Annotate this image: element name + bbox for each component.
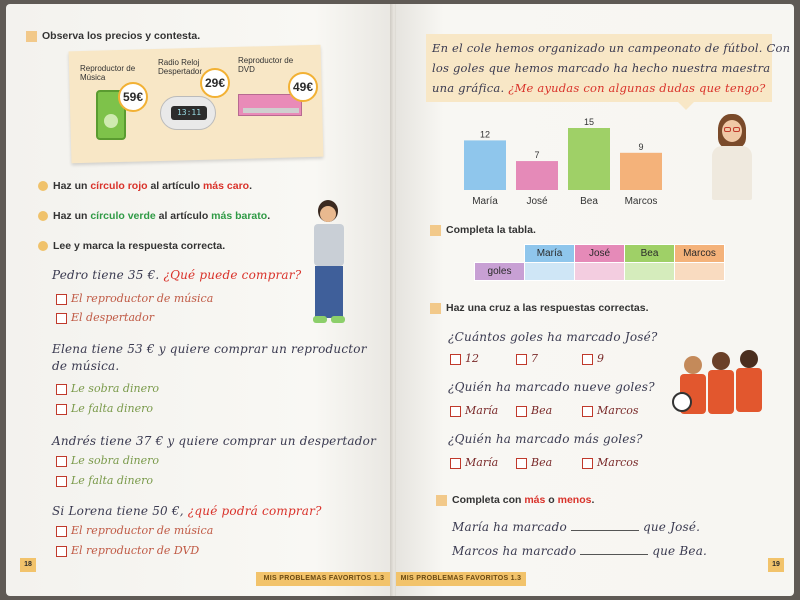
q2-emph: más barato bbox=[211, 210, 268, 222]
bullet-square-icon bbox=[436, 495, 447, 506]
product-price: 59€ bbox=[118, 82, 148, 112]
checkbox[interactable] bbox=[450, 406, 461, 417]
checkbox[interactable] bbox=[56, 456, 67, 467]
problem-1-text bbox=[52, 268, 301, 282]
table-instruction-label: Completa la tabla. bbox=[446, 224, 536, 236]
answer-option[interactable] bbox=[516, 456, 552, 469]
option-label: El reproductor de DVD bbox=[71, 544, 200, 557]
intro-line-3 bbox=[432, 81, 766, 95]
bar-maría bbox=[464, 140, 506, 190]
q3-label: Lee y marca la respuesta correcta. bbox=[53, 240, 226, 252]
product-price: 49€ bbox=[288, 72, 318, 102]
problem-4-statement: Si Lorena tiene 50 €, bbox=[52, 504, 188, 518]
sentence-post: que José. bbox=[642, 520, 701, 534]
bullet-square-icon bbox=[430, 303, 441, 314]
checkbox[interactable] bbox=[56, 313, 67, 324]
table-corner bbox=[475, 245, 525, 263]
problem-3-option-1[interactable] bbox=[56, 454, 159, 467]
checkbox[interactable] bbox=[582, 354, 593, 365]
option-label: El despertador bbox=[71, 311, 154, 324]
complete-pre: Completa con bbox=[452, 494, 525, 506]
checkbox[interactable] bbox=[582, 406, 593, 417]
sentence-post: que Bea. bbox=[652, 544, 708, 558]
option-label: Bea bbox=[531, 456, 553, 469]
sentence-pre: María ha marcado bbox=[452, 520, 567, 534]
option-label: 9 bbox=[597, 352, 604, 365]
exercise-cross bbox=[430, 302, 649, 314]
bar-category-label: Bea bbox=[580, 196, 598, 207]
page-number: 18 bbox=[20, 558, 36, 572]
bullet-dot-icon bbox=[38, 241, 48, 251]
sentence-maria bbox=[452, 520, 700, 534]
table-header: Bea bbox=[625, 245, 675, 263]
q1-emph: más caro bbox=[202, 180, 250, 192]
q2-mid: al artículo bbox=[155, 210, 212, 222]
question-most-expensive bbox=[38, 180, 252, 192]
q2-colored: círculo verde bbox=[90, 210, 156, 222]
checkbox[interactable] bbox=[56, 476, 67, 487]
option-label: María bbox=[465, 404, 499, 417]
exercise-observe bbox=[26, 30, 200, 42]
bar-josé bbox=[516, 161, 558, 190]
blank-answer-line[interactable] bbox=[580, 545, 648, 555]
complete-post: . bbox=[591, 494, 595, 506]
exercise-observe-label: Observa los precios y contesta. bbox=[42, 30, 201, 42]
speech-tail bbox=[676, 100, 696, 110]
q1-pre: Haz un bbox=[53, 180, 91, 192]
product-music-player bbox=[74, 50, 154, 154]
bar-value-label: 7 bbox=[534, 150, 540, 161]
table-header: José bbox=[575, 245, 625, 263]
checkbox[interactable] bbox=[582, 458, 593, 469]
bar-category-label: María bbox=[472, 196, 498, 207]
intro-line-1: En el cole hemos organizado un campeonato de fútbol. Con bbox=[432, 41, 791, 55]
problem-2-option-2[interactable] bbox=[56, 402, 153, 415]
table-header: María bbox=[525, 245, 575, 263]
page-footer: MIS PROBLEMAS FAVORITOS 1.3 bbox=[396, 572, 526, 586]
problem-3-option-2[interactable] bbox=[56, 474, 153, 487]
problem-3-text: Andrés tiene 37 € y quiere comprar un despertador bbox=[52, 434, 377, 448]
bullet-dot-icon bbox=[38, 181, 48, 191]
option-label: Marcos bbox=[597, 404, 639, 417]
clock-display: 13:11 bbox=[171, 106, 207, 120]
problem-1-statement: Pedro tiene 35 €. bbox=[52, 268, 164, 282]
clock-radio-icon bbox=[160, 96, 216, 130]
answer-option[interactable] bbox=[582, 352, 604, 365]
product-name: Radio Reloj Despertador bbox=[158, 58, 203, 76]
product-price: 29€ bbox=[200, 68, 230, 98]
q1-colored: círculo rojo bbox=[90, 180, 148, 192]
problem-1-option-2[interactable] bbox=[56, 311, 154, 324]
q2-pre: Haz un bbox=[53, 210, 91, 222]
problem-1-option-1[interactable] bbox=[56, 292, 213, 305]
right-page bbox=[396, 4, 794, 596]
option-label: 12 bbox=[465, 352, 479, 365]
product-dvd-player bbox=[234, 50, 314, 154]
bullet-square-icon bbox=[26, 31, 37, 42]
problem-2-text-cont: de música. bbox=[52, 359, 120, 373]
bullet-square-icon bbox=[430, 225, 441, 236]
table-cell-input[interactable] bbox=[575, 263, 625, 281]
problem-2-text: Elena tiene 53 € y quiere comprar un reproductor bbox=[52, 342, 367, 356]
checkbox[interactable] bbox=[450, 354, 461, 365]
blank-answer-line[interactable] bbox=[571, 521, 639, 531]
answer-option[interactable] bbox=[450, 456, 498, 469]
bullet-dot-icon bbox=[38, 211, 48, 221]
table-cell-input[interactable] bbox=[675, 263, 725, 281]
question-read-mark bbox=[38, 240, 225, 252]
exercise-complete bbox=[436, 494, 594, 506]
intro-line-3-question: ¿Me ayudas con algunas dudas que tengo? bbox=[508, 81, 766, 95]
checkbox[interactable] bbox=[56, 404, 67, 415]
product-name: Reproductor de Música bbox=[80, 64, 136, 82]
checkbox[interactable] bbox=[516, 458, 527, 469]
goals-table bbox=[474, 244, 725, 281]
checkbox[interactable] bbox=[56, 526, 67, 537]
option-label: Marcos bbox=[597, 456, 639, 469]
question-cheapest bbox=[38, 210, 270, 222]
checkbox[interactable] bbox=[56, 546, 67, 557]
complete-word-less: menos bbox=[557, 494, 592, 506]
option-label: El reproductor de música bbox=[71, 292, 214, 305]
option-label: Bea bbox=[531, 404, 553, 417]
table-cell-input[interactable] bbox=[525, 263, 575, 281]
product-name: Reproductor de DVD bbox=[238, 56, 294, 74]
option-label: María bbox=[465, 456, 499, 469]
option-label: 7 bbox=[531, 352, 538, 365]
checkbox[interactable] bbox=[56, 384, 67, 395]
bar-marcos bbox=[620, 153, 662, 190]
q2-post: . bbox=[267, 210, 271, 222]
left-page bbox=[6, 4, 392, 596]
page-number: 19 bbox=[768, 558, 784, 572]
problem-2-option-1[interactable] bbox=[56, 382, 159, 395]
option-label: Le sobra dinero bbox=[71, 382, 159, 395]
problem-1-question: ¿Qué puede comprar? bbox=[163, 268, 302, 282]
exercise-table bbox=[430, 224, 536, 236]
answer-option[interactable] bbox=[516, 404, 552, 417]
boy-illustration bbox=[302, 200, 356, 328]
answer-option[interactable] bbox=[582, 404, 639, 417]
checkbox[interactable] bbox=[450, 458, 461, 469]
intro-line-2: los goles que hemos marcado ha hecho nuestra maestra bbox=[432, 61, 771, 75]
question-most-goals: ¿Quién ha marcado más goles? bbox=[448, 432, 643, 446]
page-footer: MIS PROBLEMAS FAVORITOS 1.3 bbox=[256, 572, 392, 586]
question-nine-goals: ¿Quién ha marcado nueve goles? bbox=[448, 380, 655, 394]
intro-line-3-pre: una gráfica. bbox=[432, 81, 509, 95]
bar-value-label: 12 bbox=[479, 129, 491, 140]
q1-mid: al artículo bbox=[147, 180, 203, 192]
option-label: Le falta dinero bbox=[71, 402, 153, 415]
checkbox[interactable] bbox=[516, 354, 527, 365]
bar-value-label: 15 bbox=[583, 117, 595, 127]
goals-bar-chart bbox=[456, 112, 696, 212]
option-label: El reproductor de música bbox=[71, 524, 214, 537]
table-cell-input[interactable] bbox=[625, 263, 675, 281]
answer-option[interactable] bbox=[450, 352, 479, 365]
kids-soccer-illustration bbox=[672, 348, 770, 444]
option-label: Le falta dinero bbox=[71, 474, 153, 487]
sentence-marcos bbox=[452, 544, 707, 558]
bar-category-label: Marcos bbox=[624, 196, 658, 207]
answer-option[interactable] bbox=[516, 352, 538, 365]
bar-category-label: José bbox=[526, 196, 548, 207]
bar-value-label: 9 bbox=[638, 141, 644, 152]
product-clock-radio bbox=[154, 50, 234, 154]
answer-option[interactable] bbox=[582, 456, 639, 469]
problem-4-option-2[interactable] bbox=[56, 544, 199, 557]
answer-option[interactable] bbox=[450, 404, 498, 417]
complete-word-more: más bbox=[524, 494, 546, 506]
table-header: Marcos bbox=[675, 245, 725, 263]
question-jose-goals: ¿Cuántos goles ha marcado José? bbox=[448, 330, 658, 344]
q1-post: . bbox=[249, 180, 253, 192]
option-label: Le sobra dinero bbox=[71, 454, 159, 467]
problem-4-text bbox=[52, 504, 322, 518]
cross-instruction-label: Haz una cruz a las respuestas correctas. bbox=[446, 302, 649, 314]
complete-mid: o bbox=[545, 494, 558, 506]
table-row-label: goles bbox=[475, 263, 525, 281]
sentence-pre: Marcos ha marcado bbox=[452, 544, 577, 558]
problem-4-option-1[interactable] bbox=[56, 524, 213, 537]
bar-bea bbox=[568, 128, 610, 190]
checkbox[interactable] bbox=[516, 406, 527, 417]
checkbox[interactable] bbox=[56, 294, 67, 305]
problem-4-question: ¿qué podrá comprar? bbox=[187, 504, 322, 518]
girl-illustration bbox=[702, 114, 762, 204]
